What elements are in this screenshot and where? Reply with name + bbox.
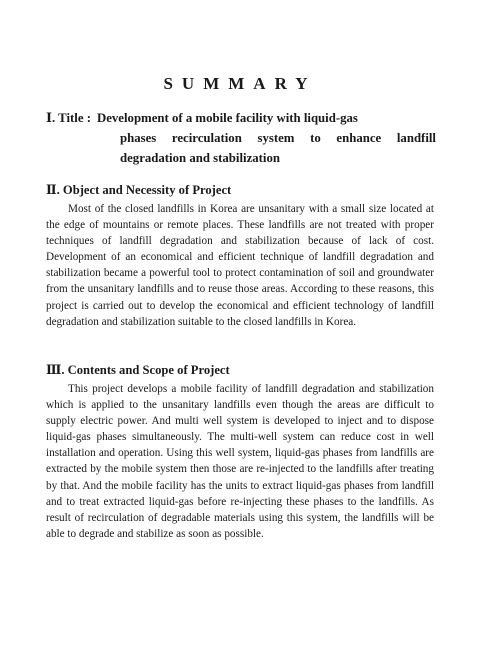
title-line-1: Development of a mobile facility with liquid-gas: [96, 111, 358, 125]
title-line-3: degradation and stabilization: [120, 151, 280, 165]
section-object-necessity: [46, 181, 434, 330]
title-label: Ⅰ. Title :: [46, 111, 91, 125]
section-body: Most of the closed landfills in Korea are unsanitary with a small size located at the edge of mountains or remote places. These landfills are not treated with proper techniques of landfill degradation and stabilization because of lack of cost. Development of an economical and efficient technique of landfill degradation and stabilization became a powerful tool to protect contamination of soil and groundwater from the unsanitary landfills and to reuse those areas. According to these reasons, this project is carried out to develop the economical and efficient technology of landfill degradation and stabilization suitable to the closed landfills in Korea.: [46, 203, 434, 328]
title-row: [46, 108, 436, 128]
project-title-block: [46, 108, 436, 168]
summary-heading: SUMMARY: [163, 74, 317, 93]
section-heading: Ⅱ. Object and Necessity of Project: [46, 183, 232, 197]
section-body: This project develops a mobile facility of landfill degradation and stabilization which is applied to the unsanitary landfills even though the areas are difficult to supply electric power. And multi well system is developed to inject and to dispose liquid-gas phases simultaneously. The multi-well system can reduce cost in well installation and operation. Using this well system, liquid-gas phases from landfills are extracted by the mobile system then those are re-injected to the landfills after treating by that. And the mobile facility has the units to extract liquid-gas phases from landfill and to treat extracted liquid-gas before re-injecting these phases to the landfills. As result of recirculation of degradable materials using this system, the landfills will be able to degrade and stabilize as soon as possible.: [46, 383, 434, 540]
title-line-2: phases recirculation system to enhance landfill: [120, 131, 436, 145]
section-heading: Ⅲ. Contents and Scope of Project: [46, 363, 230, 377]
section-contents-scope: [46, 361, 434, 542]
